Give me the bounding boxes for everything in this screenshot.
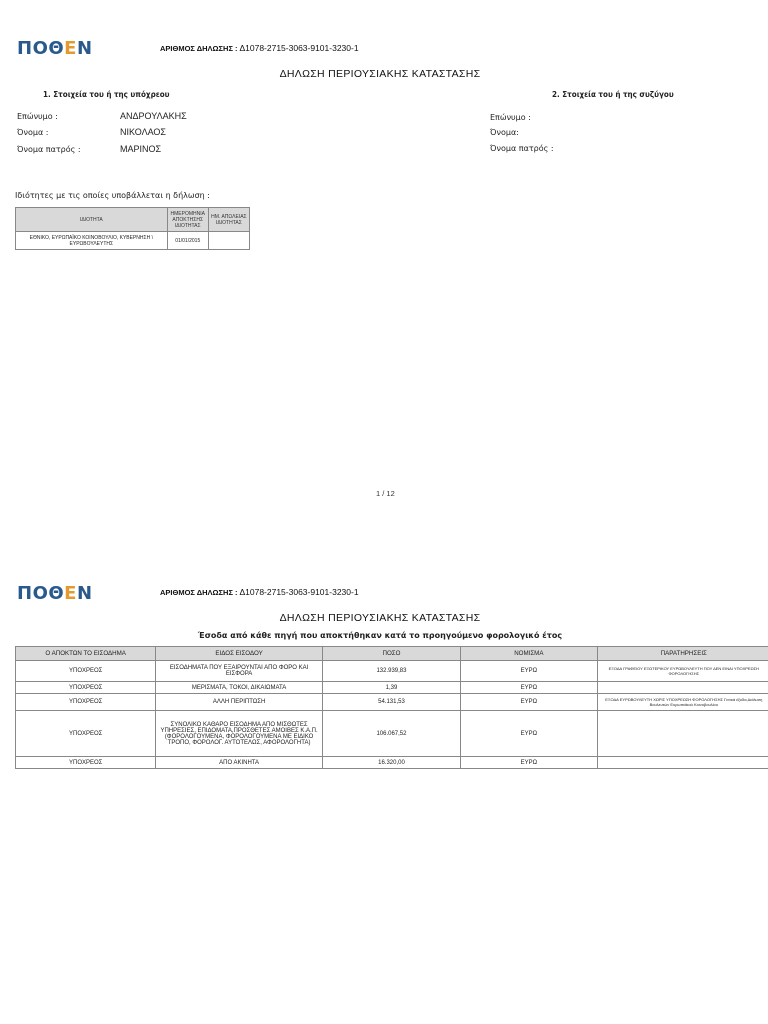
logo-text-pre: ΠΟΘ	[17, 38, 65, 59]
income-type-cell: ΜΕΡΙΣΜΑΤΑ, ΤΟΚΟΙ, ΔΙΚΑΙΩΜΑΤΑ	[156, 682, 322, 694]
section-obligor-heading: 1. Στοιχεία του ή της υπόχρεου	[43, 90, 170, 99]
table-row	[16, 711, 768, 757]
recipient-cell: ΥΠΟΧΡΕΟΣ	[16, 711, 156, 757]
obligor-father-label: Όνομα πατρός :	[17, 145, 81, 154]
amount-cell: 132.939,83	[322, 661, 460, 682]
currency-cell: ΕΥΡΩ	[461, 694, 597, 711]
amount-cell: 16.320,00	[322, 757, 460, 769]
capacities-table	[15, 207, 250, 250]
declaration-number: Δ1078-2715-3063-9101-3230-1	[239, 43, 359, 53]
amount-cell: 1,39	[322, 682, 460, 694]
recipient-cell: ΥΠΟΧΡΕΟΣ	[16, 694, 156, 711]
income-header-amount: ΠΟΣΟ	[322, 647, 460, 661]
logo-text-e: Ε	[64, 38, 77, 59]
table-row	[16, 661, 768, 682]
income-header-remarks: ΠΑΡΑΤΗΡΗΣΕΙΣ	[597, 647, 768, 661]
section-spouse-heading: 2. Στοιχεία του ή της συζύγου	[552, 90, 674, 99]
recipient-cell: ΥΠΟΧΡΕΟΣ	[16, 682, 156, 694]
logo-text-pre: ΠΟΘ	[17, 583, 65, 604]
recipient-cell: ΥΠΟΧΡΕΟΣ	[16, 661, 156, 682]
remarks-cell	[597, 711, 768, 757]
pothen-logo	[17, 583, 93, 604]
currency-cell: ΕΥΡΩ	[461, 682, 597, 694]
income-header-currency: ΝΟΜΙΣΜΑ	[461, 647, 597, 661]
table-row	[16, 232, 250, 250]
logo-text-e: Ε	[64, 583, 77, 604]
remarks-cell	[597, 757, 768, 769]
capacities-heading: Ιδιότητες με τις οποίες υποβάλλεται η δήλωση :	[15, 191, 210, 200]
income-table	[15, 646, 768, 769]
currency-cell: ΕΥΡΩ	[461, 661, 597, 682]
income-section-heading: Έσοδα από κάθε πηγή που αποκτήθηκαν κατά το προηγούμενο φορολογικό έτος	[197, 631, 563, 640]
document-title: ΔΗΛΩΣΗ ΠΕΡΙΟΥΣΙΑΚΗΣ ΚΑΤΑΣΤΑΣΗΣ	[279, 612, 481, 624]
capacities-header-lost: ΗΜ. ΑΠΩΛΕΙΑΣ ΙΔΙΟΤΗΤΑΣ	[208, 208, 249, 232]
income-type-cell: ΑΠΟ ΑΚΙΝΗΤΑ	[156, 757, 322, 769]
declaration-number-line	[160, 587, 359, 597]
declaration-number-line	[160, 43, 359, 53]
obligor-name: ΝΙΚΟΛΑΟΣ	[120, 127, 166, 137]
obligor-father-name: ΜΑΡΙΝΟΣ	[120, 144, 162, 154]
declaration-number-label: ΑΡΙΘΜΟΣ ΔΗΛΩΣΗΣ :	[160, 44, 238, 53]
amount-cell: 54.131,53	[322, 694, 460, 711]
amount-cell: 106.067,52	[322, 711, 460, 757]
remarks-cell: ΕΞΟΔΑ ΓΡΑΦΕΙΟΥ ΕΞΩΤΕΡΙΚΟΥ ΕΥΡΩΒΟΥΛΕΥΤΗ ΠΟΥ ΔΕΝ ΕΙΝΑΙ ΥΠΟΧΡΕΩΣΗ ΦΟΡΟΛΟΓΗΣΗΣ	[597, 661, 768, 682]
income-type-cell: ΕΙΣΟΔΗΜΑΤΑ ΠΟΥ ΕΞΑΙΡΟΥΝΤΑΙ ΑΠΟ ΦΟΡΟ ΚΑΙ ΕΙΣΦΟΡΑ	[156, 661, 322, 682]
income-type-cell: ΣΥΝΟΛΙΚΟ ΚΑΘΑΡΟ ΕΙΣΟΔΗΜΑ ΑΠΟ ΜΙΣΘΩΤΕΣ ΥΠΗΡΕΣΙΕΣ, ΕΠΙΔΟΜΑΤΑ,ΠΡΟΣΘΕΤΕΣ ΑΜΟΙΒΕΣ Κ.Α.Π.(ΦΟΡΟΛΟΓΟΥΜΕΝΑ, ΦΟΡΟΛΟΓΟΥΜΕΝΑ ΜΕ ΕΙΔΙΚΟ ΤΡΟΠΟ, ΦΟΡΟΛΟΓ. ΑΥΤΟΤΕΛΩΣ, ΑΦΟΡΟΛΟΓΗΤΑ)	[156, 711, 322, 757]
table-row	[16, 757, 768, 769]
obligor-name-label: Όνομα :	[17, 128, 49, 137]
currency-cell: ΕΥΡΩ	[461, 711, 597, 757]
logo-text-post: Ν	[76, 583, 93, 604]
declaration-number-label: ΑΡΙΘΜΟΣ ΔΗΛΩΣΗΣ :	[160, 588, 238, 597]
income-header-recipient: Ο ΑΠΟΚΤΩΝ ΤΟ ΕΙΣΟΔΗΜΑ	[16, 647, 156, 661]
obligor-surname: ΑΝΔΡΟΥΛΑΚΗΣ	[120, 111, 187, 121]
lost-date-cell	[208, 232, 249, 250]
remarks-cell: ΕΞΟΔΑ ΕΥΡΩΒΟΥΛΕΥΤΗ ΧΩΡΙΣ ΥΠΟΧΡΕΩΣΗ ΦΟΡΟΛΟΓΗΣΗΣ Γενικά έξοδα,Διάλυση Βουλευτών Ευρωπαϊκού Κοινοβουλίου	[597, 694, 768, 711]
table-row	[16, 694, 768, 711]
capacities-header-acquired: ΗΜΕΡΟΜΗΝΙΑ ΑΠΟΚΤΗΣΗΣ ΙΔΙΟΤΗΤΑΣ	[167, 208, 208, 232]
capacities-header-capacity: ΙΔΙΟΤΗΤΑ	[16, 208, 168, 232]
pothen-logo	[17, 38, 93, 59]
income-header-type: ΕΙΔΟΣ ΕΙΣΟΔΟΥ	[156, 647, 322, 661]
table-row	[16, 682, 768, 694]
income-type-cell: ΑΛΛΗ ΠΕΡΙΠΤΩΣΗ	[156, 694, 322, 711]
currency-cell: ΕΥΡΩ	[461, 757, 597, 769]
acquired-date-cell: 01/01/2015	[167, 232, 208, 250]
page-indicator: 1 / 12	[376, 489, 395, 498]
recipient-cell: ΥΠΟΧΡΕΟΣ	[16, 757, 156, 769]
declaration-number: Δ1078-2715-3063-9101-3230-1	[239, 587, 359, 597]
spouse-name-label: Όνομα:	[490, 128, 519, 137]
remarks-cell	[597, 682, 768, 694]
document-title: ΔΗΛΩΣΗ ΠΕΡΙΟΥΣΙΑΚΗΣ ΚΑΤΑΣΤΑΣΗΣ	[279, 68, 481, 80]
spouse-father-label: Όνομα πατρός :	[490, 144, 554, 153]
capacity-cell: ΕΘΝΙΚΟ, ΕΥΡΩΠΑΪΚΟ ΚΟΙΝΟΒΟΥΛΙΟ, ΚΥΒΕΡΝΗΣΗ \ ΕΥΡΩΒΟΥΛΕΥΤΗΣ	[16, 232, 168, 250]
logo-text-post: Ν	[76, 38, 93, 59]
obligor-surname-label: Επώνυμο :	[17, 112, 58, 121]
spouse-surname-label: Επώνυμο :	[490, 113, 531, 122]
